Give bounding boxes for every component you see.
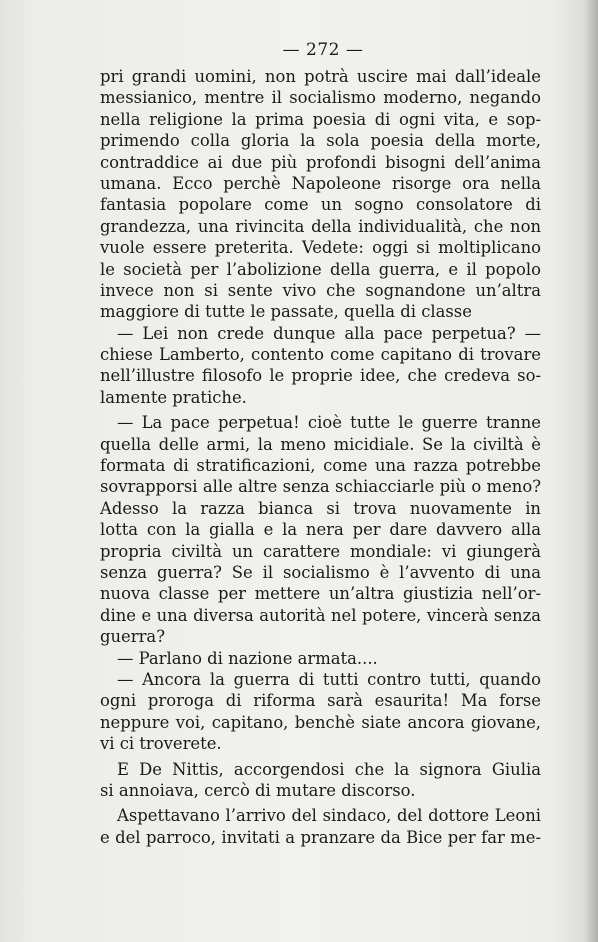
text-line: sovrapporsi alle altre senza schiacciarle più o meno? — [100, 477, 541, 497]
text-line: guerra? — [100, 627, 165, 647]
text-line: — Lei non crede dunque alla pace perpetua? — — [117, 323, 541, 343]
text-line: formata di stratificazioni, come una razza potrebbe — [100, 456, 541, 476]
text-line: si annoiava, cercò di mutare discorso. — [100, 780, 416, 800]
text-line: Adesso la razza bianca si trova nuovamente in — [100, 498, 541, 518]
text-line: fantasia popolare come un sogno consolatore di — [100, 195, 541, 215]
binding-shadow — [584, 0, 598, 942]
text-line: messianico, mentre il socialismo moderno, negando — [100, 88, 541, 108]
text-line: quella delle armi, la meno micidiale. Se la civiltà è — [100, 434, 541, 454]
text-line: dine e una diversa autorità nel potere, vincerà senza — [100, 605, 541, 625]
text-line: pri grandi uomini, non potrà uscire mai dall’ideale — [100, 67, 541, 86]
text-line: vuole essere preterita. Vedete: oggi si moltiplicano — [100, 238, 541, 258]
text-line: ogni proroga di riforma sarà esaurita! Ma forse — [100, 691, 541, 711]
text-line: E De Nittis, accorgendosi che la signora Giulia — [117, 759, 541, 779]
text-line: grandezza, una rivincita della individualità, che non — [100, 216, 541, 236]
text-line: — Parlano di nazione armata.... — [117, 648, 378, 668]
text-line: invece non si sente vivo che sognandone un’altra — [100, 280, 541, 300]
text-line: propria civiltà un carattere mondiale: vi giungerà — [100, 541, 541, 561]
text-line: primendo colla gloria la sola poesia della morte, — [100, 131, 541, 151]
text-line: e del parroco, invitati a pranzare da Bice per far me- — [100, 827, 541, 847]
text-line: Aspettavano l’arrivo del sindaco, del dottore Leoni — [117, 806, 541, 826]
text-line: senza guerra? Se il socialismo è l’avvento di una — [100, 562, 541, 582]
page-body-text — [100, 66, 541, 848]
text-line: le società per l’abolizione della guerra, e il popolo — [100, 259, 541, 279]
text-line: neppure voi, capitano, benchè siate ancora giovane, — [100, 712, 541, 732]
text-line: — La pace perpetua! cioè tutte le guerre tranne — [117, 413, 541, 433]
text-line: contraddice ai due più profondi bisogni dell’anima — [100, 152, 541, 172]
text-line: nella religione la prima poesia di ogni vita, e sop- — [100, 109, 541, 129]
page-number: — 272 — — [282, 40, 364, 60]
text-line: lotta con la gialla e la nera per dare davvero alla — [100, 520, 541, 540]
text-line: chiese Lamberto, contento come capitano di trovare — [100, 345, 541, 365]
text-line: vi ci troverete. — [100, 734, 222, 754]
text-line: maggiore di tutte le passate, quella di classe — [100, 302, 472, 322]
text-line: nell’illustre filosofo le proprie idee, che credeva so- — [100, 366, 541, 386]
text-line: umana. Ecco perchè Napoleone risorge ora nella — [100, 173, 541, 193]
text-line: nuova classe per mettere un’altra giustizia nell’or- — [100, 584, 541, 604]
text-line: lamente pratiche. — [100, 387, 247, 407]
text-line: — Ancora la guerra di tutti contro tutti, quando — [117, 669, 541, 689]
